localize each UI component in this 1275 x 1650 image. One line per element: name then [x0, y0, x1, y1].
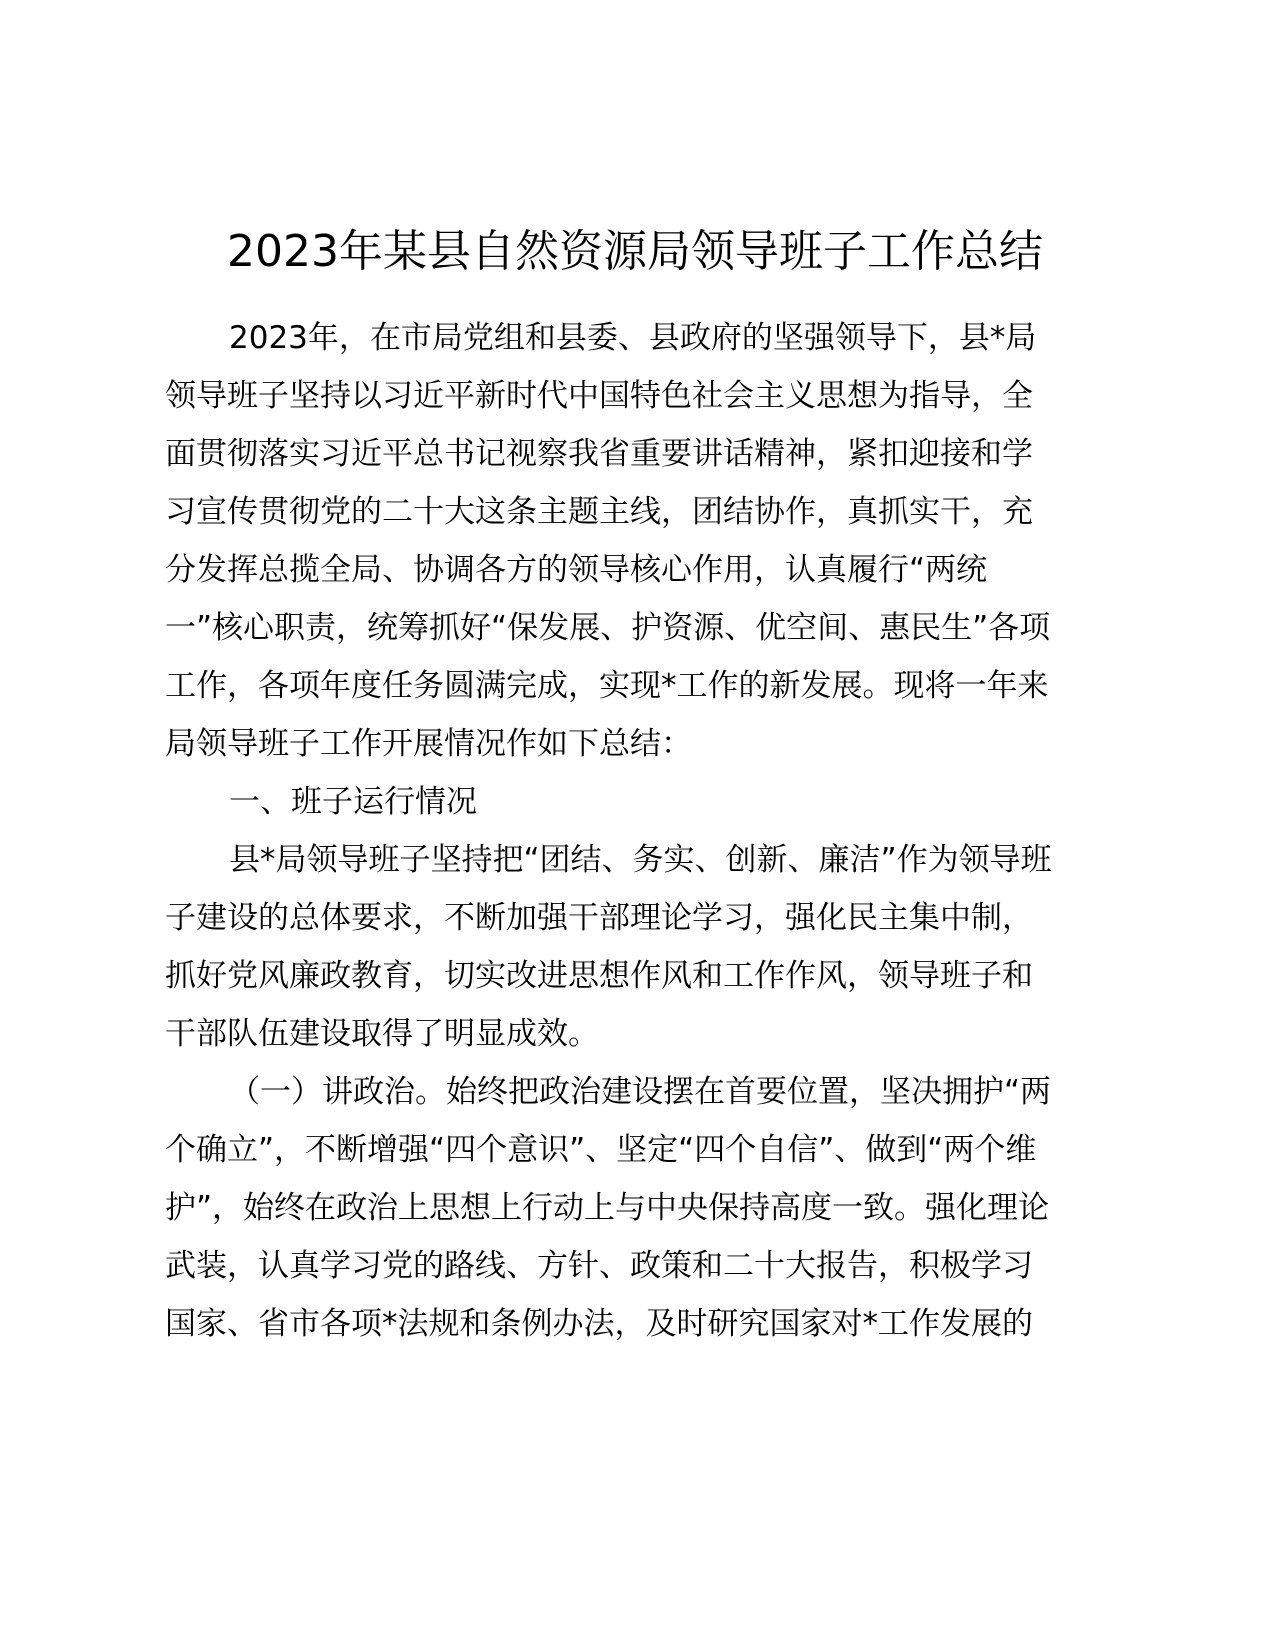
- body-line: 面贯彻落实习近平总书记视察我省重要讲话精神，紧扣迎接和学: [165, 436, 1033, 472]
- body-line: 护”，始终在政治上思想上行动上与中央保持高度一致。强化理论: [165, 1190, 1050, 1226]
- body-line: 2023年，在市局党组和县委、县政府的坚强领导下，县*局: [229, 320, 1037, 356]
- body-line: 习宣传贯彻党的二十大这条主题主线，团结协作，真抓实干，充: [165, 494, 1033, 530]
- body-line: 一、班子运行情况: [229, 784, 477, 820]
- body-line: 子建设的总体要求，不断加强干部理论学习，强化民主集中制，: [165, 900, 1033, 936]
- body-line: 县*局领导班子坚持把“团结、务实、创新、廉洁”作为领导班: [229, 842, 1052, 878]
- document-body: [165, 309, 1115, 1353]
- body-line: 国家、省市各项*法规和条例办法，及时研究国家对*工作发展的: [165, 1306, 1033, 1342]
- body-line: 分发挥总揽全局、协调各方的领导核心作用，认真履行“两统: [165, 552, 988, 588]
- body-line: 干部队伍建设取得了明显成效。: [165, 1016, 599, 1052]
- body-line: 抓好党风廉政教育，切实改进思想作风和工作作风，领导班子和: [165, 958, 1033, 994]
- document-title: 2023年某县自然资源局领导班子工作总结: [227, 226, 1043, 277]
- body-line: 局领导班子工作开展情况作如下总结：: [165, 726, 692, 762]
- body-line: 武装，认真学习党的路线、方针、政策和二十大报告，积极学习: [165, 1248, 1033, 1284]
- body-line: 工作，各项年度任务圆满完成，实现*工作的新发展。现将一年来: [165, 668, 1049, 704]
- body-line: （一）讲政治。始终把政治建设摆在首要位置，坚决拥护“两: [229, 1074, 1052, 1110]
- body-line: 领导班子坚持以习近平新时代中国特色社会主义思想为指导，全: [165, 378, 1033, 414]
- body-line: 个确立”，不断增强“四个意识”、坚定“四个自信”、做到“两个维: [165, 1132, 1037, 1168]
- body-line: 一”核心职责，统筹抓好“保发展、护资源、优空间、惠民生”各项: [165, 610, 1051, 646]
